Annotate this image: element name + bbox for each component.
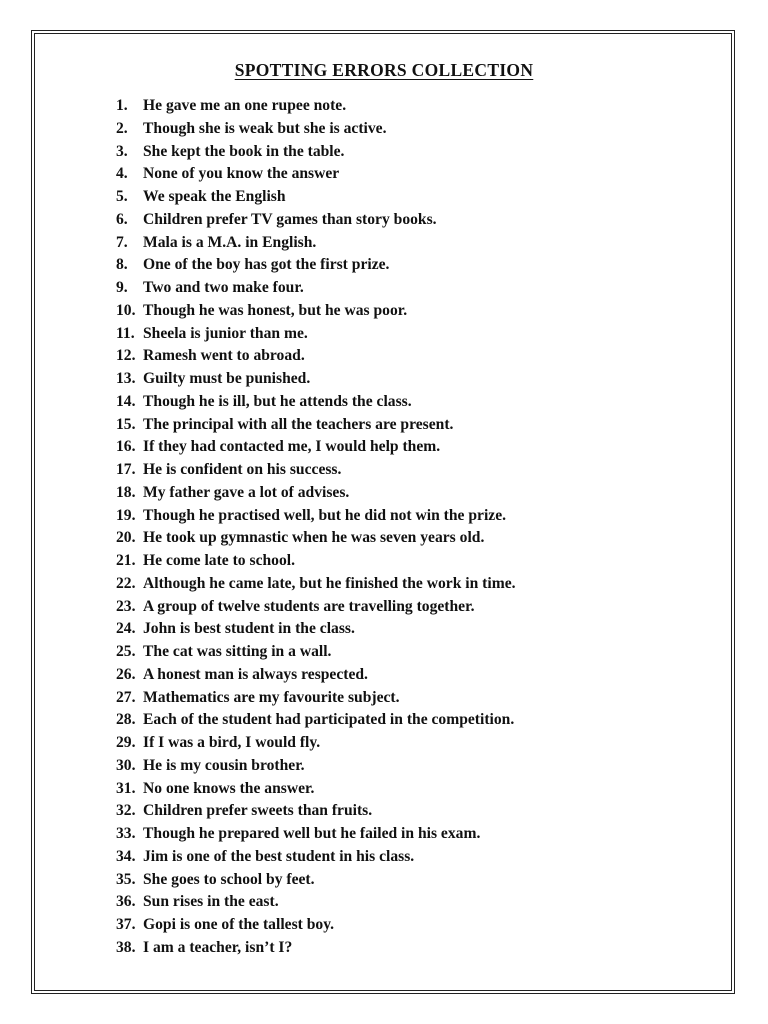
item-sentence: No one knows the answer. [143, 779, 315, 797]
item-number: 9. [116, 279, 128, 296]
item-number: 20. [116, 529, 136, 547]
item-sentence: Jim is one of the best student in his class. [143, 847, 415, 865]
list-item [0, 596, 768, 619]
item-sentence: Two and two make four. [143, 279, 304, 296]
item-number: 25. [116, 643, 136, 660]
item-number: 32. [116, 802, 136, 820]
list-item [0, 323, 768, 346]
item-sentence: We speak the English [143, 188, 286, 205]
item-sentence: Ramesh went to abroad. [143, 347, 305, 365]
list-item [0, 505, 768, 528]
item-number: 14. [116, 392, 136, 410]
list-item [0, 141, 768, 164]
item-number: 33. [116, 825, 136, 842]
item-number: 18. [116, 483, 136, 501]
list-item [0, 118, 768, 141]
document-title-text: SPOTTING ERRORS COLLECTION [234, 60, 534, 80]
item-sentence: Though he is ill, but he attends the class. [143, 392, 412, 410]
item-number: 2. [116, 119, 128, 137]
item-sentence: Sun rises in the east. [143, 893, 279, 911]
list-item [0, 209, 768, 232]
item-number: 29. [116, 734, 136, 751]
item-number: 15. [116, 415, 136, 433]
list-item [0, 732, 768, 755]
list-item [0, 891, 768, 914]
item-sentence: Children prefer TV games than story books. [143, 210, 437, 228]
item-number: 8. [116, 256, 128, 274]
list-item [0, 914, 768, 937]
item-sentence: Guilty must be punished. [143, 370, 311, 387]
item-sentence: None of you know the answer [143, 165, 340, 183]
item-number: 12. [116, 347, 136, 365]
item-sentence: My father gave a lot of advises. [143, 483, 350, 501]
list-item [0, 869, 768, 892]
list-item [0, 641, 768, 664]
list-item [0, 573, 768, 596]
list-item [0, 937, 768, 960]
item-number: 28. [116, 711, 136, 729]
item-number: 24. [116, 620, 136, 638]
item-sentence: Each of the student had participated in the competition. [143, 711, 515, 729]
list-item [0, 527, 768, 550]
item-number: 3. [116, 142, 128, 160]
list-item [0, 414, 768, 437]
list-item [0, 459, 768, 482]
item-number: 23. [116, 597, 136, 615]
item-number: 1. [116, 97, 128, 114]
item-sentence: The principal with all the teachers are present. [143, 415, 454, 433]
item-number: 38. [116, 938, 136, 956]
list-item [0, 800, 768, 823]
item-number: 7. [116, 233, 128, 251]
item-number: 11. [116, 324, 135, 342]
item-sentence: Though she is weak but she is active. [143, 119, 387, 137]
document-title [0, 60, 768, 81]
item-number: 26. [116, 665, 136, 683]
item-number: 13. [116, 370, 136, 387]
item-sentence: Sheela is junior than me. [143, 324, 308, 342]
item-sentence: I am a teacher, isn’t I? [143, 938, 293, 956]
list-item [0, 778, 768, 801]
list-item [0, 186, 768, 209]
item-number: 37. [116, 916, 136, 933]
item-number: 35. [116, 870, 136, 888]
item-sentence: He gave me an one rupee note. [143, 97, 347, 114]
item-number: 17. [116, 461, 136, 478]
item-number: 5. [116, 188, 128, 205]
item-number: 16. [116, 438, 136, 456]
item-number: 21. [116, 552, 136, 569]
item-sentence: Mathematics are my favourite subject. [143, 688, 400, 706]
item-sentence: He come late to school. [143, 552, 295, 569]
list-item [0, 368, 768, 391]
item-number: 4. [116, 165, 128, 183]
item-sentence: If I was a bird, I would fly. [143, 734, 321, 751]
list-item [0, 846, 768, 869]
list-item [0, 300, 768, 323]
item-sentence: If they had contacted me, I would help them. [143, 438, 441, 456]
list-item [0, 664, 768, 687]
item-sentence: He is confident on his success. [143, 461, 342, 478]
item-sentence: Children prefer sweets than fruits. [143, 802, 373, 820]
item-number: 27. [116, 688, 136, 706]
item-sentence: Although he came late, but he finished the work in time. [143, 574, 516, 592]
item-sentence: The cat was sitting in a wall. [143, 643, 332, 660]
item-number: 30. [116, 756, 136, 774]
list-item [0, 755, 768, 778]
item-sentence: Though he practised well, but he did not win the prize. [143, 506, 507, 524]
list-item [0, 345, 768, 368]
list-item [0, 232, 768, 255]
item-sentence: A honest man is always respected. [143, 665, 368, 683]
list-item [0, 687, 768, 710]
item-number: 22. [116, 574, 136, 592]
item-sentence: She kept the book in the table. [143, 142, 345, 160]
item-sentence: Though he was honest, but he was poor. [143, 301, 408, 319]
item-number: 19. [116, 506, 136, 524]
list-item [0, 391, 768, 414]
item-number: 10. [116, 301, 136, 319]
item-sentence: One of the boy has got the first prize. [143, 256, 390, 274]
item-number: 36. [116, 893, 136, 911]
error-sentence-list [0, 95, 768, 960]
item-sentence: John is best student in the class. [143, 620, 355, 638]
list-item [0, 254, 768, 277]
list-item [0, 550, 768, 573]
list-item [0, 163, 768, 186]
list-item [0, 436, 768, 459]
list-item [0, 709, 768, 732]
item-sentence: She goes to school by feet. [143, 870, 315, 888]
item-sentence: Gopi is one of the tallest boy. [143, 916, 335, 933]
list-item [0, 95, 768, 118]
list-item [0, 618, 768, 641]
list-item [0, 277, 768, 300]
item-sentence: He took up gymnastic when he was seven years old. [143, 529, 485, 547]
item-number: 34. [116, 847, 136, 865]
list-item [0, 482, 768, 505]
item-number: 31. [116, 779, 136, 797]
item-sentence: Though he prepared well but he failed in his exam. [143, 825, 481, 842]
item-sentence: He is my cousin brother. [143, 756, 305, 774]
list-item [0, 823, 768, 846]
item-sentence: A group of twelve students are travelling together. [143, 597, 475, 615]
item-sentence: Mala is a M.A. in English. [143, 233, 317, 251]
item-number: 6. [116, 210, 128, 228]
